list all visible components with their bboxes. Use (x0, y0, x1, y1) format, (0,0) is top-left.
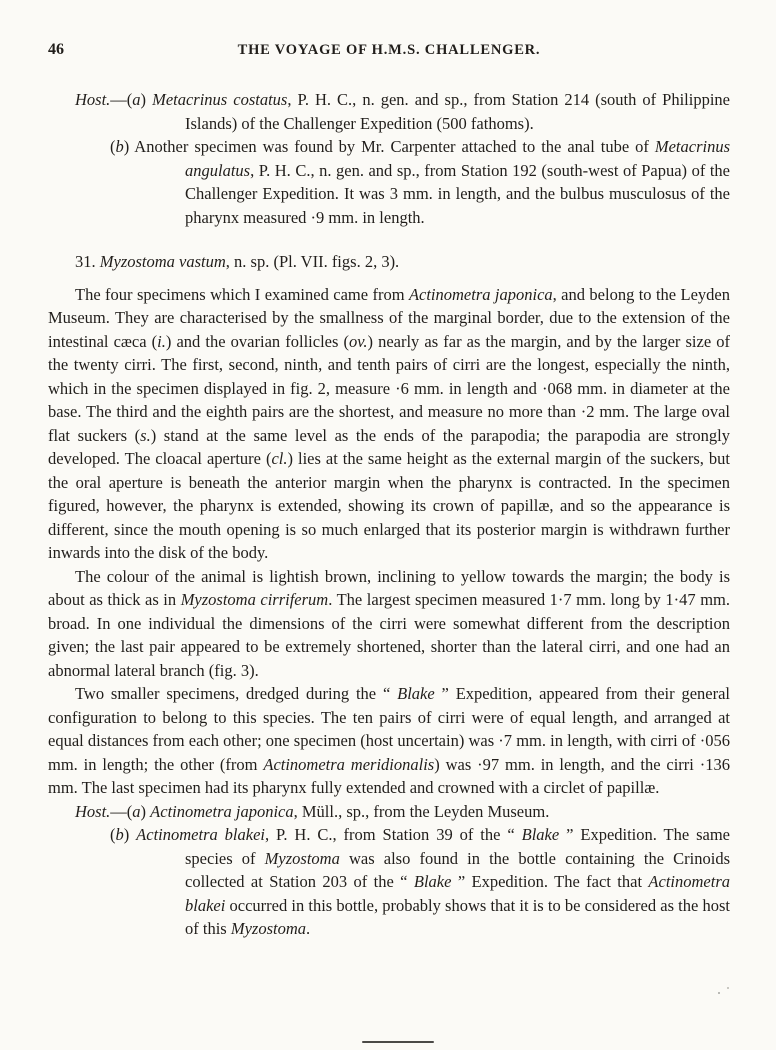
host-entry-2a: Host.—(a) Actinometra japonica, Müll., sp., from the Leyden Museum. (75, 801, 550, 821)
host-entry-2b: (b) Actinometra blakei, P. H. C., from Station 39 of the “ Blake ” Expedition. The same species of Myzostoma was also found in the bottle containing the Crinoids collected at Station 203 of the “ Blake ” Expedition. The fact that Actinometra blakei occurred in this bottle, probably shows that it is to be considered as the host of this Myzostoma. (110, 825, 730, 938)
page-number: 46 (48, 41, 64, 58)
host-entry-1b: (b) Another specimen was found by Mr. Carpenter attached to the anal tube of Metacrinus angulatus, P. H. C., n. gen. and sp., from Station 192 (south-west of Papua) of the Challenger Expedition. It was 3 mm. in length, and the bulbus musculosus of the pharynx measured ·9 mm. in length. (110, 137, 730, 227)
running-title: THE VOYAGE OF H.M.S. CHALLENGER. (237, 42, 541, 58)
paragraph-colour: The colour of the animal is lightish brown, inclining to yellow towards the margin; the body is about as thick as in Myzostoma cirriferum. The largest specimen measured 1·7 mm. long by 1·47 mm. broad. In one individual the dimensions of the cirri were somewhat different from the description given; the last pair appeared to be extremely shortened, shorter than the lateral cirri, and one had an abnormal lateral branch (fig. 3). (48, 566, 730, 680)
scan-artifact-dots (718, 992, 720, 994)
species-heading: 31. Myzostoma vastum, n. sp. (Pl. VII. figs. 2, 3). (75, 252, 400, 271)
host-entry-1a: Host.—(a) Metacrinus costatus, P. H. C., n. gen. and sp., from Station 214 (south of Philippine Islands) of the Challenger Expedition (500 fathoms). (75, 90, 730, 133)
paragraph-description: The four specimens which I examined came from Actinometra japonica, and belong to the Leyden Museum. They are characterised by the smallness of the marginal border, due to the extension of the intestinal cæca (i.) and the ovarian follicles (ov.) nearly as far as the margin, and by the larger size of the twenty cirri. The first, second, ninth, and tenth pairs of cirri are the longest, especially the ninth, which in the specimen displayed in fig. 2, measure ·6 mm. in length and ·068 mm. in diameter at the base. The third and the eighth pairs are the shortest, and measure no more than ·2 mm. The large oval flat suckers (s.) stand at the same level as the ends of the parapodia; the parapodia are strongly developed. The cloacal aperture (cl.) lies at the same height as the external margin of the suckers, but the oral aperture is beneath the anterior margin when the pharynx is contracted. In the specimen figured, however, the pharynx is extended, showing its crown of papillæ, and so the appearance is different, since the mouth opening is so much enlarged that its posterior margin is withdrawn further inwards into the disk of the body. (48, 284, 730, 562)
paragraph-blake-specimens: Two smaller specimens, dredged during the “ Blake ” Expedition, appeared from their general configuration to belong to this species. The ten pairs of cirri were of equal length, and arranged at equal distances from each other; one specimen (host uncertain) was ·7 mm. in length, with cirri of ·056 mm. in length; the other (from Actinometra meridionalis) was ·97 mm. in length, and the cirri ·136 mm. The last specimen had its pharynx fully extended and crowned with a circlet of papillæ. (48, 684, 730, 797)
scan-artifact-line (362, 1041, 434, 1044)
page-header (48, 38, 730, 62)
